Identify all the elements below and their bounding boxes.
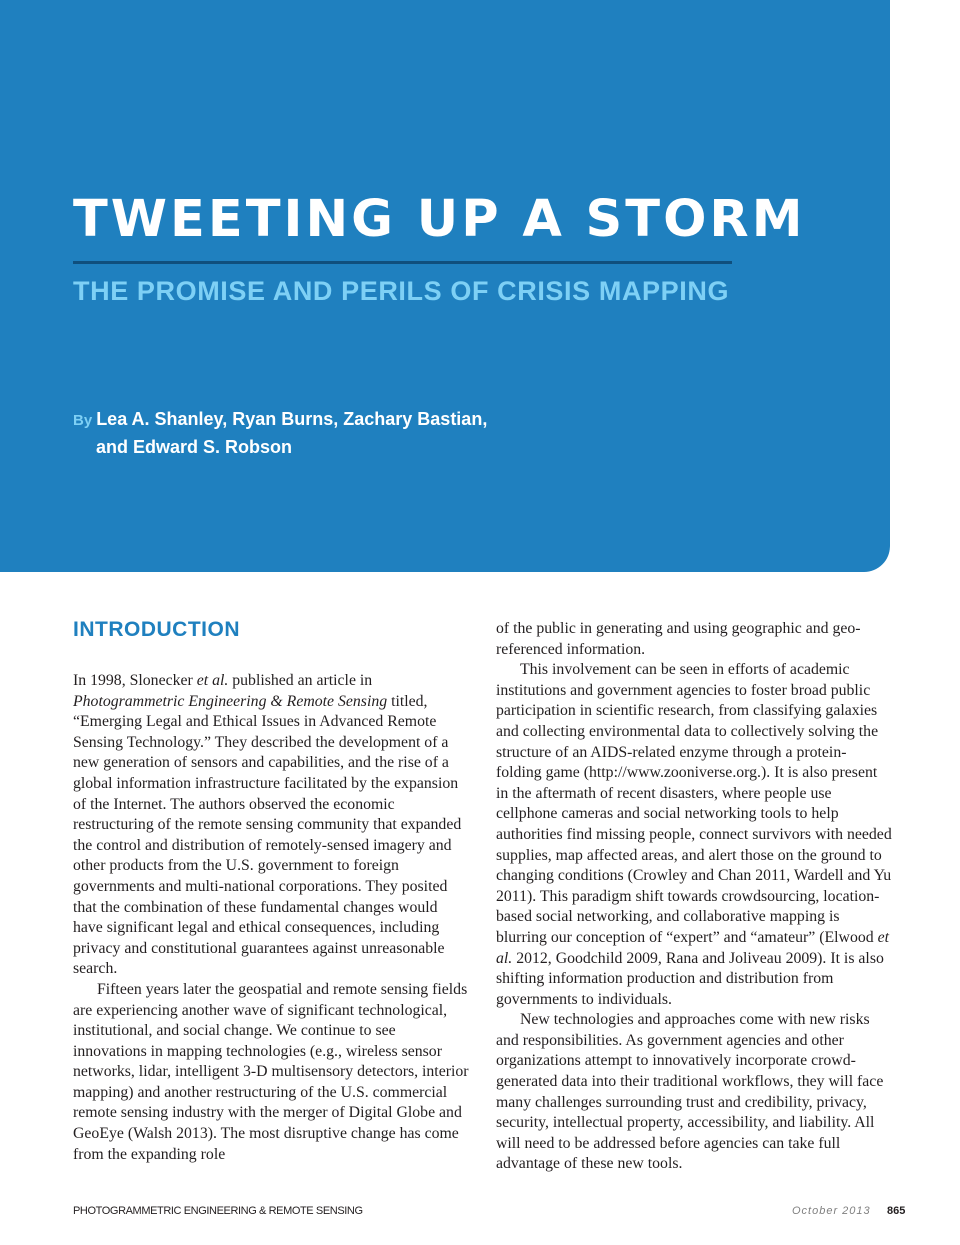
text-span: This involvement can be seen in efforts of academic institutions and government agencies to foster broad public participation in scientific research, from classifying galaxies and collecting environmental data to collectively solving the structure of an AIDS-related enzyme through a protein-folding game (http://www.zooniverse.org.). It is also present in the aftermath of recent disasters, where people use cellphone cameras and social networking tools to help authorities find missing people, connect survivors with needed supplies, map affected areas, and alert those on the ground to changing conditions (Crowley and Chan 2011, Wardell and Yu 2011). This paradigm shift towards crowdsourcing, location-based social networking, and collaborative mapping is blurring our conception of “expert” and “amateur” (Elwood <box>496 661 892 946</box>
right-column <box>496 619 892 1175</box>
text-span: published an article in <box>228 672 373 689</box>
right-paragraph-2 <box>496 660 892 1010</box>
et-al: et al. <box>496 928 890 967</box>
authors-line-2: and Edward S. Robson <box>96 437 293 457</box>
article-subtitle: THE PROMISE AND PERILS OF CRISIS MAPPING <box>73 276 730 306</box>
text-span: 2012, Goodchild 2009, Rana and Joliveau 2009). It is also shifting information production and distribution from governments to individuals. <box>496 949 884 1008</box>
right-paragraph-3: New technologies and approaches come with new risks and responsibilities. As government agencies and other organizations attempt to innovatively incorporate crowd-generated data into their traditional workflows, they will face many challenges surrounding trust and credibility, privacy, security, intellectual property, accessibility, and liability. All will need to be addressed before agencies can take full advantage of these new tools. <box>496 1011 884 1173</box>
header-banner <box>0 0 890 572</box>
left-paragraph-1 <box>73 671 469 980</box>
right-paragraph-1: of the public in generating and using geographic and geo-referenced information. <box>496 620 861 658</box>
et-al: et al. <box>196 672 229 689</box>
text-span: titled, “Emerging Legal and Ethical Issues in Advanced Remote Sensing Technology.” They described the development of a new generation of sensors and capabilities, and the rise of a global information infrastructure facilitated by the expansion of the Internet. The authors observed the economic restructuring of the remote sensing community that expanded the control and distribution of remotely-sensed imagery and other products from the U.S. government to foreign governments and multi-national corporations. They posited that the combination of these fundamental changes would have significant legal and ethical consequences, including privacy and constitutional guarantees against unreasonable search. <box>73 692 462 978</box>
byline <box>73 406 487 460</box>
left-column <box>73 671 469 1165</box>
by-label: By <box>73 412 93 429</box>
text-span: In 1998, Slonecker <box>73 672 197 689</box>
authors-line-1: Lea A. Shanley, Ryan Burns, Zachary Bastian, <box>96 409 488 429</box>
left-paragraph-2: Fifteen years later the geospatial and remote sensing fields are experiencing another wave of significant technological, institutional, and social change. We continue to see innovations in mapping technologies (e.g., wireless sensor networks, lidar, intelligent 3-D multisensory detectors, interior mapping) and another restructuring of the U.S. commercial remote sensing industry with the merger of Digital Globe and GeoEye (Walsh 2013). The most disruptive change has come from the expanding role <box>73 980 469 1163</box>
footer-date: October 2013 <box>792 1205 871 1217</box>
journal-name: Photogrammetric Engineering & Remote Sensing <box>73 692 388 710</box>
footer-journal-name: PHOTOGRAMMETRIC ENGINEERING & REMOTE SENSING <box>73 1205 363 1217</box>
section-heading: INTRODUCTION <box>73 618 240 641</box>
article-title: TWEETING UP A STORM <box>73 190 806 249</box>
page-number: 865 <box>887 1205 906 1217</box>
title-divider <box>73 261 732 264</box>
